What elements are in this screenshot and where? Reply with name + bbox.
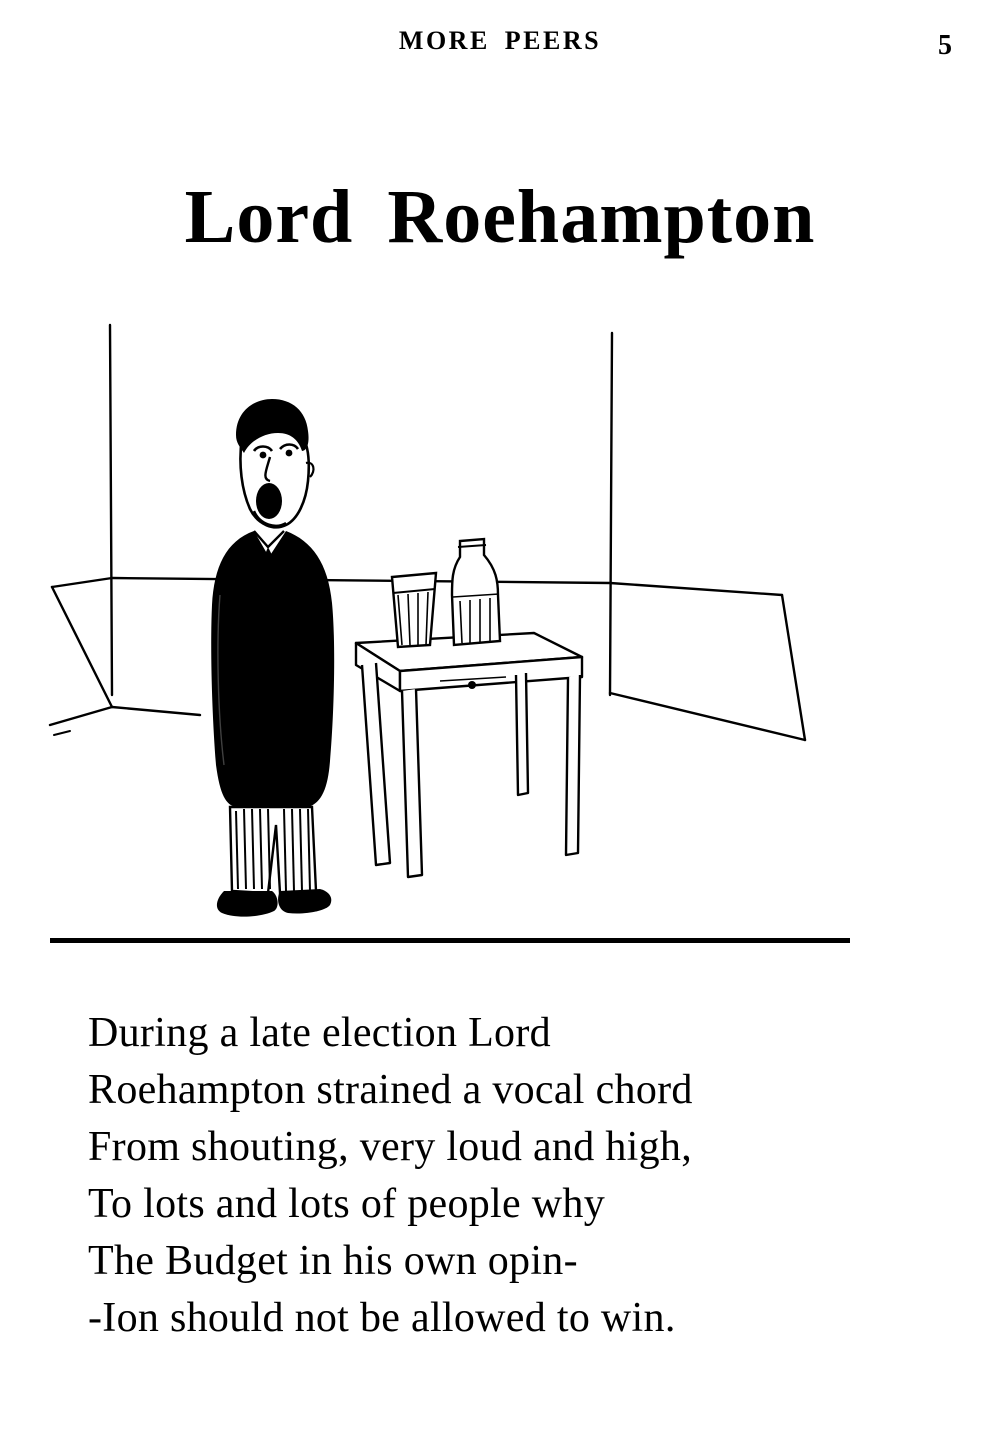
running-head: MORE PEERS xyxy=(398,26,602,55)
verse-line: Roehampton strained a vocal chord xyxy=(88,1067,693,1113)
bottle xyxy=(452,539,500,645)
poem-verse xyxy=(88,1005,938,1347)
illustration-drawing xyxy=(40,295,860,935)
page-number: 5 xyxy=(938,30,952,61)
standing-man-shouting xyxy=(211,399,334,917)
page-title: Lord Roehampton xyxy=(184,174,816,259)
small-table xyxy=(356,633,582,877)
verse-line: The Budget in his own opin- xyxy=(88,1238,578,1284)
horizontal-rule xyxy=(50,938,850,943)
drinking-glass xyxy=(392,573,436,647)
illustration xyxy=(40,295,860,935)
striped-trousers xyxy=(230,807,316,893)
verse-line: During a late election Lord xyxy=(88,1010,551,1056)
verse-line: To lots and lots of people why xyxy=(88,1181,605,1227)
verse-line: From shouting, very loud and high, xyxy=(88,1124,693,1170)
verse-line: -Ion should not be allowed to win. xyxy=(88,1295,676,1341)
